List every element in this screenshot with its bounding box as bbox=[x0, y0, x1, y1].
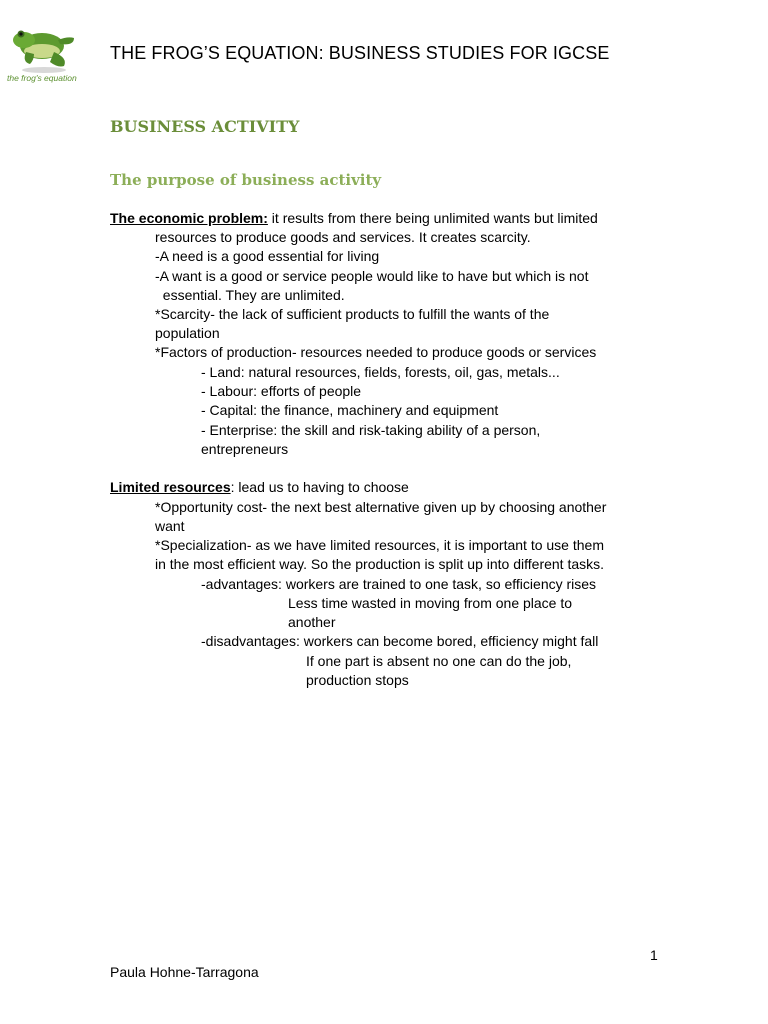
logo-caption: the frog's equation bbox=[7, 73, 77, 83]
text-line: essential. They are unlimited. bbox=[155, 287, 345, 303]
economic-problem-term: The economic problem: bbox=[110, 210, 268, 226]
text-line: in the most efficient way. So the production is split up into different tasks. bbox=[155, 556, 605, 572]
text-line: - Labour: efforts of people bbox=[201, 383, 362, 399]
text-line: production stops bbox=[306, 672, 409, 688]
subsection-title: The purpose of business activity bbox=[110, 171, 382, 189]
text-line: *Specialization- as we have limited resources, it is important to use them bbox=[155, 537, 604, 553]
section-title: BUSINESS ACTIVITY bbox=[110, 117, 300, 136]
document-title: THE FROG’S EQUATION: BUSINESS STUDIES FOR IGCSE bbox=[110, 43, 610, 63]
text-line: -advantages: workers are trained to one task, so efficiency rises bbox=[201, 576, 597, 592]
page-number: 1 bbox=[650, 947, 658, 963]
text-line: - Enterprise: the skill and risk-taking ability of a person, bbox=[201, 422, 541, 438]
text-line: -A need is a good essential for living bbox=[155, 248, 380, 264]
text-line: want bbox=[155, 518, 185, 534]
text-line: *Scarcity- the lack of sufficient products to fulfill the wants of the bbox=[155, 306, 550, 322]
text-line: - Land: natural resources, fields, forests, oil, gas, metals... bbox=[201, 364, 560, 380]
text-line: population bbox=[155, 325, 220, 341]
text-line: another bbox=[288, 614, 336, 630]
economic-problem-line bbox=[110, 209, 598, 228]
text-line: - Capital: the finance, machinery and equipment bbox=[201, 402, 499, 418]
limited-resources-line bbox=[110, 478, 409, 497]
text-line: Less time wasted in moving from one place to bbox=[288, 595, 573, 611]
text-line: resources to produce goods and services. It creates scarcity. bbox=[155, 229, 531, 245]
text-line: entrepreneurs bbox=[201, 441, 289, 457]
frog-icon bbox=[4, 18, 80, 78]
limited-resources-definition: : lead us to having to choose bbox=[230, 479, 409, 495]
economic-problem-definition: it results from there being unlimited wants but limited bbox=[267, 210, 598, 226]
limited-resources-term: Limited resources bbox=[110, 479, 231, 495]
text-line: -A want is a good or service people would like to have but which is not bbox=[155, 268, 589, 284]
text-line: *Opportunity cost- the next best alternative given up by choosing another bbox=[155, 499, 607, 515]
text-line: *Factors of production- resources needed to produce goods or services bbox=[155, 344, 597, 360]
author-name: Paula Hohne-Tarragona bbox=[110, 964, 259, 980]
text-line: -disadvantages: workers can become bored, efficiency might fall bbox=[201, 633, 599, 649]
text-line: If one part is absent no one can do the job, bbox=[306, 653, 572, 669]
